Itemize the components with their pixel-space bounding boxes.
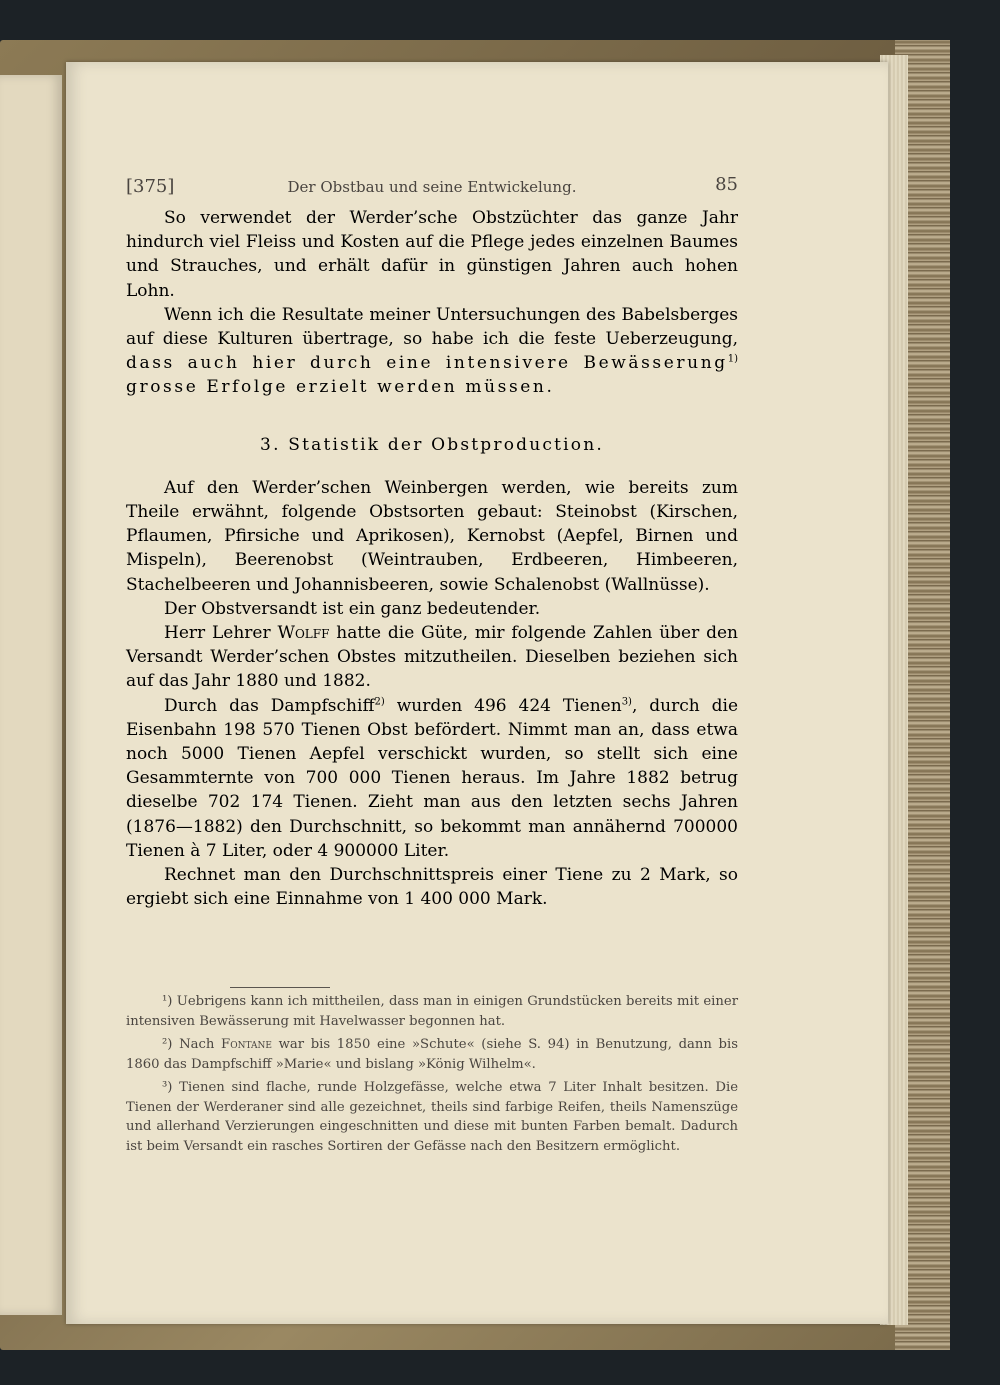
- section-paragraph-2: Der Obstversandt ist ein ganz bedeutender.: [164, 598, 541, 619]
- paragraph-2-start: Wenn ich die Resultate meiner Untersuchungen des Babelsberges auf diese Kulturen übertrage, so habe ich die feste Ueberzeugung,: [126, 304, 738, 350]
- paragraph-2-emphasis-a: dass auch hier durch eine intensivere Bewässerung: [126, 353, 728, 374]
- paragraph-2-emphasis-b: grosse Erfolge erzielt werden müssen.: [126, 377, 555, 398]
- section-paragraph-3-b: hatte die Güte, mir folgende Zahlen über den Versandt Werder’schen Obstes mitzutheilen. Dieselben beziehen sich auf das Jahr 1880 und 1882.: [126, 623, 738, 692]
- running-title: Der Obstbau und seine Entwickelung.: [287, 178, 577, 196]
- footnote-2-a: ²) Nach: [162, 1037, 222, 1052]
- left-page-margin: [0, 75, 62, 1315]
- footnote-ref-3: 3): [621, 696, 632, 707]
- section-paragraph-4-a: Durch das Dampfschiff: [164, 695, 375, 716]
- bracket-page-number: [375]: [126, 176, 175, 197]
- section-paragraph-3-a: Herr Lehrer: [164, 623, 278, 644]
- footnote-ref-2: 2): [374, 696, 385, 707]
- section-paragraph-5: Rechnet man den Durchschnittspreis einer Tiene zu 2 Mark, so ergiebt sich eine Einnahme von 1 400 000 Mark.: [126, 865, 738, 910]
- main-text: [126, 206, 738, 911]
- section-heading: 3. Statistik der Obstproduction.: [260, 434, 604, 455]
- footnote-1: ¹) Uebrigens kann ich mittheilen, dass man in einigen Grundstücken bereits mit einer intensiven Bewässerung mit Havelwasser begonnen hat.: [126, 994, 738, 1029]
- section-paragraph-4: [126, 694, 738, 863]
- section-paragraph-3: [126, 621, 738, 694]
- footnote-3: ³) Tienen sind flache, runde Holzgefässe, welche etwa 7 Liter Inhalt besitzen. Die Tienen der Werderaner sind alle gezeichnet, theils sind farbige Reifen, theils Namenszüge und allerhand Verzierungen eingeschnitten und diese mit bunten Farben bemalt. Dadurch ist beim Versandt ein rasches Sortiren der Gefässe nach den Besitzern ermöglicht.: [126, 1080, 738, 1154]
- page-number: 85: [715, 174, 738, 195]
- footnote-ref-1: 1): [727, 353, 738, 365]
- author-name-wolff: Wolff: [277, 623, 330, 644]
- running-header: [126, 172, 738, 202]
- footnote-rule: [230, 987, 330, 988]
- section-paragraph-1: Auf den Werder’schen Weinbergen werden, wie bereits zum Theile erwähnt, folgende Obstsorten gebaut: Steinobst (Kirschen, Pflaumen, Pfirsiche und Aprikosen), Kernobst (Aepfel, Birnen und Mispeln), Beerenobst (Weintrauben, Erdbeeren, Himbeeren, Stachelbeeren und Johannisbeeren, sowie Schalenobst (Wallnüsse).: [126, 477, 738, 595]
- footnote-2-b: war bis 1850 eine »Schute« (siehe S. 94) in Benutzung, dann bis 1860 das Dampfschiff »Marie« und bislang »König Wilhelm«.: [126, 1037, 738, 1072]
- section-paragraph-4-b: wurden 496 424 Tienen: [384, 695, 622, 716]
- paragraph-1: So verwendet der Werder’sche Obstzüchter das ganze Jahr hindurch viel Fleiss und Kosten auf die Pflege jedes einzelnen Baumes und Strauches, und erhält dafür in günstigen Jahren auch hohen Lohn.: [126, 208, 738, 301]
- footnotes: [126, 992, 738, 1160]
- section-paragraph-4-c: , durch die Eisenbahn 198 570 Tienen Obst befördert. Nimmt man an, dass etwa noch 5000 Tienen Aepfel verschickt wurden, so stellt sich eine Gesammternte von 700 000 Tienen heraus. Im Jahre 1882 betrug dieselbe 702 174 Tienen. Zieht man aus den letzten sechs Jahren (1876—1882) den Durchschnitt, so bekommt man annähernd 700000 Tienen à 7 Liter, oder 4 900000 Liter.: [126, 695, 738, 861]
- paragraph-2: [126, 303, 738, 400]
- footnote-2: [126, 1035, 738, 1074]
- author-name-fontane: Fontane: [221, 1037, 272, 1052]
